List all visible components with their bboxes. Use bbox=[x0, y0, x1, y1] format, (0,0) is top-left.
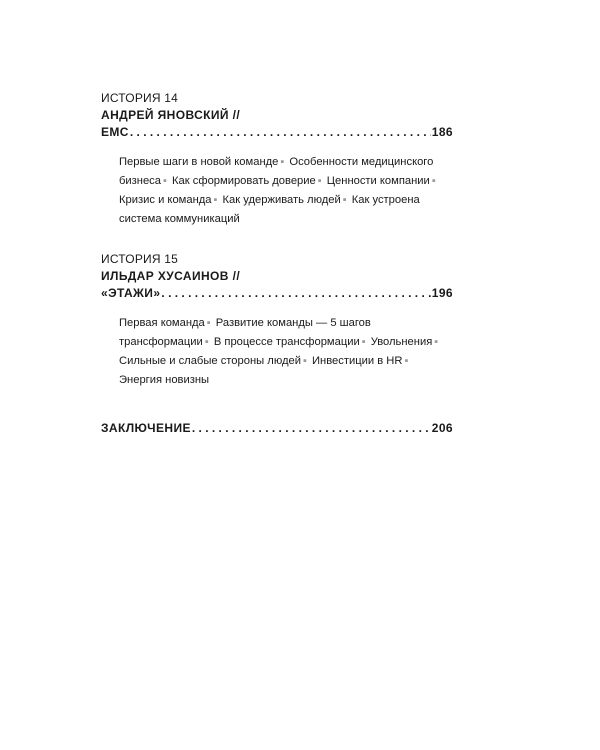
story-label: ИСТОРИЯ 15 bbox=[101, 252, 178, 266]
square-bullet-icon: ▪ bbox=[213, 194, 218, 206]
topic-item: Инвестиции в HR bbox=[312, 355, 403, 367]
toc-conclusion bbox=[101, 420, 453, 437]
square-bullet-icon: ▪ bbox=[317, 175, 322, 187]
toc-story-14 bbox=[101, 90, 453, 229]
topic-list bbox=[101, 153, 455, 229]
topic-item: Развитие команды — 5 шагов трансформации bbox=[119, 317, 371, 348]
topic-item: Первые шаги в новой команде bbox=[119, 156, 279, 168]
story-title-line: ИЛЬДАР ХУСАИНОВ // bbox=[101, 269, 241, 283]
square-bullet-icon: ▪ bbox=[302, 355, 307, 367]
conclusion-title: ЗАКЛЮЧЕНИЕ bbox=[101, 421, 191, 435]
story-title-line: «ЭТАЖИ» bbox=[101, 286, 161, 300]
toc-entry-conclusion[interactable] bbox=[101, 420, 453, 437]
toc-entry-story-15[interactable] bbox=[101, 285, 453, 302]
square-bullet-icon: ▪ bbox=[163, 175, 167, 187]
toc-story-15 bbox=[101, 251, 453, 390]
topic-item: Сильные и слабые стороны людей bbox=[119, 355, 301, 367]
square-bullet-icon: ▪ bbox=[206, 317, 211, 329]
topic-item: Энергия новизны bbox=[119, 374, 210, 386]
page-number: 196 bbox=[431, 286, 453, 300]
square-bullet-icon: ▪ bbox=[204, 336, 209, 348]
square-bullet-icon: ▪ bbox=[404, 355, 409, 367]
page-number: 186 bbox=[431, 125, 453, 139]
story-title-line: EMC bbox=[101, 125, 129, 139]
topic-item: Как устроена система коммуникаций bbox=[119, 194, 420, 225]
topic-item: Как удерживать людей bbox=[222, 194, 341, 206]
toc-entry-story-14[interactable] bbox=[101, 124, 453, 141]
topic-item: Ценности компании bbox=[326, 175, 430, 187]
story-title-line: АНДРЕЙ ЯНОВСКИЙ // bbox=[101, 108, 241, 122]
square-bullet-icon: ▪ bbox=[431, 175, 436, 187]
square-bullet-icon: ▪ bbox=[280, 156, 285, 168]
dot-leader bbox=[161, 285, 430, 302]
dot-leader bbox=[130, 124, 431, 141]
topic-item: Увольнения bbox=[370, 336, 433, 348]
topic-item: В процессе трансформации bbox=[213, 336, 360, 348]
topic-list bbox=[101, 314, 455, 390]
story-label: ИСТОРИЯ 14 bbox=[101, 91, 178, 105]
dot-leader bbox=[192, 420, 431, 437]
topic-item: Особенности медицинского бизнеса bbox=[119, 156, 434, 187]
topic-item: Как сформировать доверие bbox=[172, 175, 316, 187]
page-number: 206 bbox=[431, 421, 453, 435]
table-of-contents bbox=[101, 90, 453, 437]
square-bullet-icon: ▪ bbox=[361, 336, 366, 348]
topic-item: Кризис и команда bbox=[119, 194, 212, 206]
square-bullet-icon: ▪ bbox=[434, 336, 439, 348]
topic-item: Первая команда bbox=[119, 317, 205, 329]
square-bullet-icon: ▪ bbox=[342, 194, 347, 206]
